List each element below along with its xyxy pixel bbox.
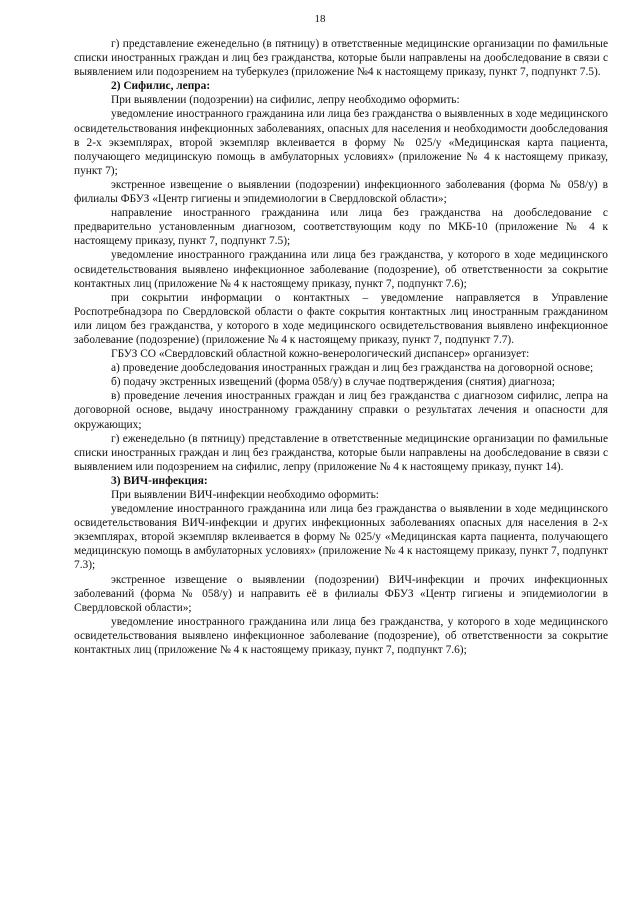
paragraph-referral-further-examination: направление иностранного гражданина или лица без гражданства на дообследование с предварительно установленным диагнозом, соответствующим коду по МКБ-10 (приложение № 4 к настоящему приказу, пункт 7, подпункт 7.5); xyxy=(74,207,608,248)
section-heading-hiv: 3) ВИЧ-инфекция: xyxy=(111,474,208,487)
paragraph-notification-contacts-responsibility: уведомление иностранного гражданина или лица без гражданства, у которого в ходе медицинского освидетельствования выявлено инфекционное заболевание (подозрение), об ответственности за сокрытие контактных лиц (приложение № 4 к настоящему приказу, пункт 7, подпункт 7.6); xyxy=(74,249,608,290)
paragraph-notification-detected-diseases: уведомление иностранного гражданина или лица без гражданства о выявленных в ходе медицинского освидетельствования инфекционных заболеваниях, опасных для населения и необходимости дообследования в 2-х экземплярах, второй экземпляр вклеивается в форму № 025/у «Медицинская карта пациента, получающего медицинскую помощь в амбулаторных условиях» (приложение № 4 к настоящему приказу, пункт 7); xyxy=(74,108,608,177)
paragraph-v-treatment: в) проведение лечения иностранных граждан и лиц без гражданства с диагнозом сифилис, лепра на договорной основе, выдачу иностранному гражданину справки о результатах лечения и опасности для окружающих; xyxy=(74,390,608,431)
document-body xyxy=(74,37,608,657)
section-heading-syphilis-leprosy: 2) Сифилис, лепра: xyxy=(111,80,211,93)
paragraph-hiv-contacts-responsibility: уведомление иностранного гражданина или лица без гражданства, у которого в ходе медицинского освидетельствования выявлено инфекционное заболевание (подозрение), об ответственности за сокрытие контактных лиц (приложение № 4 к настоящему приказу, пункт 7, подпункт 7.6); xyxy=(74,615,608,657)
paragraph-syphilis-intro: При выявлении (подозрении) на сифилис, лепру необходимо оформить: xyxy=(111,94,460,107)
paragraph-b-emergency-notices: б) подачу экстренных извещений (форма 058/у) в случае подтверждения (снятия) диагноза; xyxy=(111,376,555,389)
paragraph-a-further-examination: а) проведение дообследования иностранных граждан и лиц без гражданства на договорной основе; xyxy=(111,362,594,375)
page-number: 18 xyxy=(314,13,326,25)
paragraph-hiv-emergency-notice: экстренное извещение о выявлении (подозрении) ВИЧ-инфекции и прочих инфекционных заболеваний (форма № 058/у) и направить её в филиалы ФБУЗ «Центр гигиены и эпидемиологии в Свердловской области»; xyxy=(74,573,608,614)
paragraph-hiv-intro: При выявлении ВИЧ-инфекции необходимо оформить: xyxy=(111,489,379,501)
paragraph-emergency-notice: экстренное извещение о выявлении (подозрении) инфекционного заболевания (форма № 058/у) в филиалы ФБУЗ «Центр гигиены и эпидемиологии в Свердловской области»; xyxy=(74,178,608,206)
paragraph-hiv-notification: уведомление иностранного гражданина или лица без гражданства о выявлении в ходе медицинского освидетельствования ВИЧ-инфекции и других инфекционных заболеваниях опасных для населения в 2-х экземплярах, второй экземпляр вклеивается в форму № 025/у «Медицинская карта пациента, получающего медицинскую помощь в амбулаторных условиях» (приложение № 4 к настоящему приказу, пункт 7, подпункт 7.3); xyxy=(74,503,608,572)
paragraph-concealment-contacts: при сокрытии информации о контактных – уведомление направляется в Управление Роспотребнадзора по Свердловской области о факте сокрытия контактных лиц иностранным гражданином или лицом без гражданства, у которого в ходе медицинского освидетельствования выявлено инфекционное заболевание (подозрение) (приложение № 4 к настоящему приказу, пункт 7, подпункт 7.7). xyxy=(74,291,608,346)
paragraph-dermatovenerologic-dispensary: ГБУЗ СО «Свердловский областной кожно-венерологический диспансер» организует: xyxy=(111,348,530,361)
paragraph-g-syphilis-lists: г) еженедельно (в пятницу) представление в ответственные медицинские организации по фамильные списки иностранных граждан и лиц без гражданства, которые были направлены на дообследование в связи с выявлением или подозрением на сифилис, лепру (приложение № 4 к настоящему приказу, пункт 14). xyxy=(74,432,608,473)
paragraph-g-tuberculosis-lists: г) представление еженедельно (в пятницу) в ответственные медицинские организации по фамильные списки иностранных граждан и лиц без гражданства, которые были направлены на дообследование в связи с выявлением или подозрением на туберкулез (приложение №4 к настоящему приказу, пункт 7, подпункт 7.5). xyxy=(74,38,608,79)
